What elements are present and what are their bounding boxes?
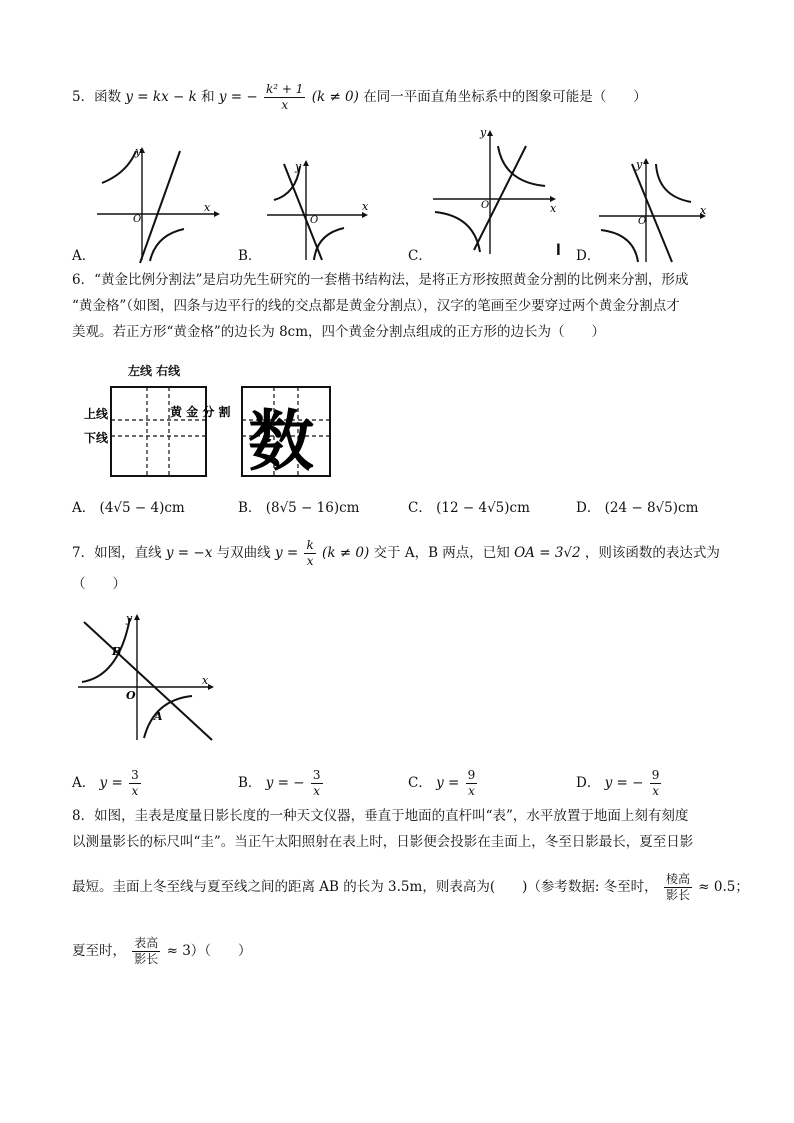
q5-condition: (k ≠ 0) bbox=[311, 89, 359, 105]
q5-option-d[interactable]: D． bbox=[576, 248, 601, 264]
q8-fraction-summer: $\frac{\text{表高}}{\text{影长}}$ bbox=[134, 936, 159, 966]
q5-graph-c bbox=[430, 126, 562, 258]
q5-frac-den: x bbox=[281, 98, 289, 112]
svg-text:x: x bbox=[202, 674, 209, 687]
q6-option-c[interactable]: C． (12 − 4√5)cm bbox=[408, 500, 530, 516]
hyperbola-branch bbox=[150, 229, 184, 261]
svg-text:O: O bbox=[126, 689, 136, 702]
fig-golden-label: 黄 金 分 割 bbox=[170, 405, 231, 419]
svg-text:y: y bbox=[126, 612, 133, 625]
q6-option-d-value: (24 − 8√5)cm bbox=[604, 500, 699, 516]
q5-option-c[interactable]: C． bbox=[408, 248, 432, 264]
straight-line bbox=[140, 151, 180, 263]
q6-option-d[interactable]: D． (24 − 8√5)cm bbox=[576, 500, 699, 516]
hyperbola-branch bbox=[102, 151, 136, 183]
q7-line-eq: y = −x bbox=[165, 545, 213, 561]
line-y-neg-x bbox=[84, 622, 212, 740]
q7-option-c[interactable]: C． y = $\frac{9}{x}$ bbox=[408, 768, 476, 798]
q6-line3: 美观。若正方形“黄金格”的边长为 8cm，四个黄金分割点组成的正方形的边长为（ ） bbox=[72, 324, 606, 340]
q5-fraction bbox=[264, 82, 305, 113]
q6-option-b[interactable]: B． (8√5 − 16)cm bbox=[238, 500, 360, 516]
fig-upper-label: 上线 bbox=[84, 407, 109, 421]
stray-mark: I bbox=[556, 240, 561, 259]
q5-graph-a bbox=[92, 143, 222, 268]
grid-square bbox=[111, 387, 206, 476]
q6-line2: “黄金格”（如图，四条与边平行的线的交点都是黄金分割点），汉字的笔画至少要穿过两个黄金分割点才 bbox=[72, 298, 680, 314]
q7-option-a[interactable]: A． y = $\frac{3}{x}$ bbox=[72, 768, 139, 798]
q6-option-a-value: (4√5 − 4)cm bbox=[99, 500, 185, 516]
q7-oa: OA = 3√2 bbox=[514, 545, 581, 561]
fig-character: 数 bbox=[248, 402, 314, 480]
q7-fraction: $\frac{k}{x}$ bbox=[306, 538, 314, 568]
fig-top-label: 左线 右线 bbox=[128, 364, 181, 378]
q7-stem: 7．如图，直线 y = −x 与双曲线 y = $\frac{k}{x}$ (k ≠ 0) 交于 A，B 两点，已知 OA = 3√2 ，则该函数的表达式为 bbox=[72, 538, 720, 568]
svg-text:y: y bbox=[480, 126, 487, 139]
svg-text:O: O bbox=[481, 200, 490, 211]
q8-line1: 8．如图，圭表是度量日影长度的一种天文仪器，垂直于地面的直杆叫“表”，水平放置于地面上刻有刻度 bbox=[72, 808, 689, 824]
q6-option-a[interactable]: A． (4√5 − 4)cm bbox=[72, 500, 185, 516]
q5-graph-d bbox=[596, 158, 714, 266]
q8-line3: 最短。圭面上冬至线与夏至线之间的距离 AB 的长为 3.5m，则表高为( )（参考数据: 冬至时， $\frac{\text{棱高}}{\text{影长}}$ ≈ 0.5； bbox=[72, 872, 749, 902]
q5-stem bbox=[72, 82, 647, 113]
q6-option-c-value: (12 − 4√5)cm bbox=[436, 500, 530, 516]
hyperbola-lower-right bbox=[144, 696, 192, 738]
q5-y-eq: y = − bbox=[218, 89, 258, 105]
axis-label-x: x bbox=[204, 201, 211, 214]
q8-fraction-winter: $\frac{\text{棱高}}{\text{影长}}$ bbox=[665, 872, 690, 902]
q5-expr-linear: y = kx − k bbox=[125, 89, 197, 105]
svg-text:O: O bbox=[310, 215, 319, 226]
q7-figure bbox=[74, 610, 224, 745]
svg-text:x: x bbox=[362, 200, 369, 213]
q8-line4: 夏至时， $\frac{\text{表高}}{\text{影长}}$ ≈ 3）（ ） bbox=[72, 936, 252, 966]
point-a-label: A bbox=[154, 710, 163, 723]
svg-text:O: O bbox=[638, 216, 647, 227]
q5-rest: 在同一平面直角坐标系中的图象可能是（ ） bbox=[363, 89, 647, 105]
q5-number: 5．函数 bbox=[72, 89, 122, 105]
axis-label-y: y bbox=[135, 145, 142, 158]
golden-grid-figure bbox=[84, 384, 334, 480]
origin-label: O bbox=[133, 214, 142, 225]
point-b-label: B bbox=[112, 645, 122, 658]
q7-blank: （ ） bbox=[72, 576, 126, 592]
q7-option-d[interactable]: D． y = − $\frac{9}{x}$ bbox=[576, 768, 660, 798]
q5-option-b[interactable]: B． bbox=[238, 248, 262, 264]
q5-frac-num: k² + 1 bbox=[266, 82, 304, 96]
q5-graph-b bbox=[262, 160, 374, 265]
q8-line2: 以测量影长的标尺叫“圭”。当正午太阳照射在表上时，日影便会投影在圭面上，冬至日影最长，夏至日影 bbox=[72, 834, 694, 850]
q6-option-b-value: (8√5 − 16)cm bbox=[265, 500, 360, 516]
svg-text:y: y bbox=[636, 158, 643, 171]
svg-text:x: x bbox=[550, 202, 557, 215]
fig-lower-label: 下线 bbox=[84, 431, 109, 445]
q5-and: 和 bbox=[201, 89, 215, 105]
svg-text:y: y bbox=[295, 160, 302, 173]
q5-option-a[interactable]: A． bbox=[72, 248, 96, 264]
svg-text:x: x bbox=[700, 204, 707, 217]
q7-option-b[interactable]: B． y = − $\frac{3}{x}$ bbox=[238, 768, 321, 798]
q6-line1: 6．“黄金比例分割法”是启功先生研究的一套楷书结构法，是将正方形按照黄金分割的比例来分割，形成 bbox=[72, 272, 689, 288]
